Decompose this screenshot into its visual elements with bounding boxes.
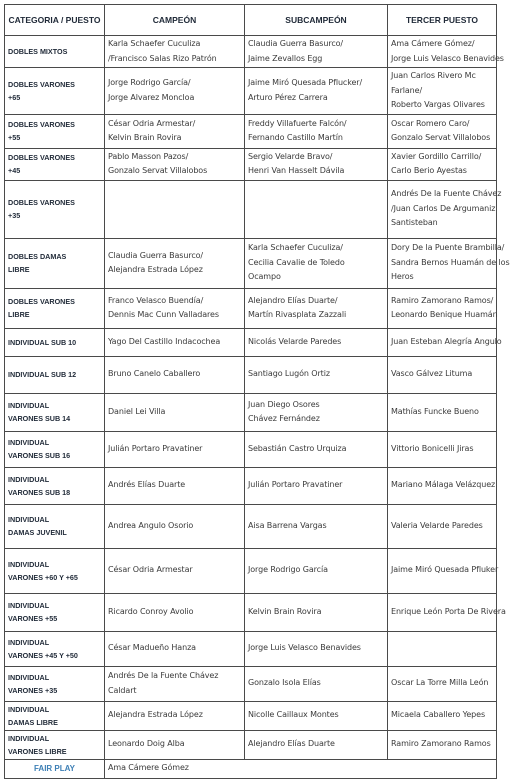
cell-line: VARONES +55 [8,614,58,623]
cell-line: INDIVIDUAL [8,733,50,743]
cell-line: Aisa Barrena Vargas [248,520,327,530]
category-cell [5,238,105,288]
cell-line: Franco Velasco Buendía/ [108,295,204,305]
cell-line: Xavier Gordillo Carrillo/ [391,151,482,161]
cell-line: Ramiro Zamorano Ramos [391,739,491,749]
cell-line: Pablo Masson Pazos/ [108,151,189,161]
category-cell [5,730,105,759]
cell-line: Andrés Elías Duarte [108,480,186,490]
cell-line: VARONES LIBRE [8,746,67,756]
cell-line: Chávez Fernández [248,414,320,423]
cell-line: Ricardo Conroy Avolio [108,606,194,616]
cell-line: Gonzalo Servat Villalobos [391,133,491,142]
header-row [5,5,497,36]
champion-cell [105,631,245,666]
cell-line: Carlo Berio Ayestas [391,166,467,175]
cell-line: Juan Esteban Alegría Angulo [391,336,502,346]
table-row [5,504,497,548]
cell-line: DOBLES VARONES [8,297,75,306]
cell-line: +55 [8,133,21,142]
third-cell [388,467,497,504]
cell-line: INDIVIDUAL [8,474,50,484]
cell-line: Micaela Caballero Yepes [391,710,486,720]
cell-line: Dennis Mac Cunn Valladares [108,310,219,319]
champion-cell [105,467,245,504]
cell-line: Ramiro Zamorano Ramos/ [391,295,494,305]
cell-line: +65 [8,92,21,102]
cell-line: Mathías Funcke Bueno [391,406,479,416]
table-row [5,593,497,631]
header-runner-up-label: SUBCAMPEÓN [285,15,347,25]
runner-up-cell [245,238,388,288]
cell-line: Farlane/ [391,85,423,95]
cell-line: Caldart [108,685,137,695]
header-champion-label: CAMPEÓN [152,15,197,25]
results-table [4,4,510,779]
category-cell [5,356,105,393]
table-row [5,68,497,115]
cell-line: VARONES SUB 14 [8,414,71,423]
champion-cell [105,730,245,759]
cell-line: Kelvin Brain Rovira [108,133,182,142]
cell-line: /Francisco Salas Rizo Patrón [108,53,217,63]
cell-line: INDIVIDUAL [8,401,50,410]
category-cell [5,593,105,631]
cell-line: Ocampo [248,272,281,282]
champion-cell [105,393,245,431]
cell-line: Alejandro Elías Duarte [248,739,335,749]
category-cell [5,288,105,328]
fair-play-label: FAIR PLAY [5,759,105,778]
cell-line: DOBLES DAMAS [8,252,67,261]
third-cell [388,114,497,148]
cell-line: César Odria Armestar [108,565,193,575]
cell-line: Claudia Guerra Basurco/ [108,250,204,260]
cell-line: VARONES +45 Y +50 [8,650,78,660]
cell-line: Kelvin Brain Rovira [248,606,322,616]
table-row [5,328,497,356]
cell-line: Martín Rivasplata Zazzali [248,310,347,319]
cell-line: Jaime Miró Quesada Pfluker [391,565,499,575]
cell-line: César Odria Armestar/ [108,118,196,128]
cell-line: Santiago Lugón Ortiz [248,369,330,379]
header-category-label: CATEGORIA / PUESTO [8,15,101,25]
cell-line: VARONES SUB 18 [8,487,71,497]
category-cell [5,467,105,504]
cell-line: Jorge Luis Velasco Benavides [391,53,504,63]
champion-cell [105,68,245,115]
cell-line: Henri Van Hasselt Dávila [248,166,345,175]
table-row [5,701,497,730]
category-cell [5,431,105,467]
champion-cell [105,328,245,356]
third-cell [388,504,497,548]
runner-up-cell [245,148,388,180]
cell-line: /Juan Carlos De Argumaniz [391,203,496,213]
champion-cell [105,180,245,238]
cell-line: VARONES SUB 16 [8,451,71,460]
cell-line: Yago Del Castillo Indacochea [108,336,221,346]
runner-up-cell [245,356,388,393]
third-cell [388,238,510,288]
runner-up-cell [245,393,388,431]
cell-line: Oscar La Torre Milla León [391,678,489,688]
third-cell [388,666,497,701]
category-cell [5,328,105,356]
table-row [5,36,497,68]
champion-cell [105,593,245,631]
table-row [5,730,497,759]
header-runner-up [245,5,388,36]
header-third [388,5,497,36]
runner-up-cell [245,730,388,759]
cell-line: DOBLES VARONES [8,120,75,129]
cell-line: Jorge Rodrigo García [248,565,328,575]
champion-cell [105,288,245,328]
cell-line: DAMAS JUVENIL [8,528,67,537]
champion-cell [105,36,245,68]
cell-line: Valeria Velarde Paredes [391,520,483,530]
third-cell [388,548,497,593]
cell-line: Alejandra Estrada López [108,265,203,274]
table-row [5,666,497,701]
cell-line: DOBLES VARONES [8,79,75,89]
cell-line: INDIVIDUAL [8,559,50,569]
cell-line: Vasco Gálvez Lituma [391,369,473,379]
cell-line: INDIVIDUAL SUB 12 [8,370,77,379]
cell-line: Sergio Velarde Bravo/ [248,151,333,161]
category-cell [5,148,105,180]
runner-up-cell [245,548,388,593]
fair-play-row [5,759,497,778]
runner-up-cell [245,180,388,238]
cell-line: DOBLES VARONES [8,198,75,207]
header-champion [105,5,245,36]
cell-line: Oscar Romero Caro/ [391,118,470,128]
runner-up-cell [245,631,388,666]
cell-line: Gonzalo Servat Villalobos [108,166,208,175]
cell-line: Leonardo Benique Huamán [391,310,498,319]
cell-line: INDIVIDUAL [8,601,50,610]
category-cell [5,701,105,730]
cell-line: Mariano Málaga Velázquez [391,480,496,490]
category-cell [5,180,105,238]
cell-line: César Madueño Hanza [108,643,196,653]
cell-line: Nicolás Velarde Paredes [248,336,342,346]
cell-line: Heros [391,272,414,282]
cell-line: INDIVIDUAL [8,672,50,682]
cell-line: DOBLES MIXTOS [8,47,68,56]
cell-line: Gonzalo Isola Elías [248,678,321,688]
third-cell [388,593,506,631]
runner-up-cell [245,467,388,504]
third-cell [388,393,497,431]
champion-cell [105,504,245,548]
cell-line: Sebastián Castro Urquiza [248,443,347,453]
cell-line: Bruno Canelo Caballero [108,369,201,379]
cell-line: DAMAS LIBRE [8,717,58,727]
third-cell [388,431,497,467]
category-cell [5,504,105,548]
cell-line: Jorge Alvarez Moncloa [108,92,195,102]
champion-cell [105,356,245,393]
cell-line: Jaime Zevallos Egg [248,53,323,63]
cell-line: Arturo Pérez Carrera [248,92,328,102]
cell-line: LIBRE [8,310,30,319]
cell-line: Ama Cámere Gómez/ [391,39,475,48]
champion-cell [105,148,245,180]
cell-line: Dory De la Puente Brambilla/ [391,243,505,253]
cell-line: Julián Portaro Pravatiner [108,443,203,453]
third-cell [388,701,497,730]
cell-line: Jorge Rodrigo García/ [108,78,191,88]
category-cell [5,393,105,431]
table-row [5,180,497,238]
champion-cell [105,548,245,593]
cell-line: Daniel Lei Villa [108,406,166,416]
cell-line: Andrés De la Fuente Chávez [391,189,502,199]
table-row [5,548,497,593]
runner-up-cell [245,431,388,467]
third-cell [388,631,497,666]
table-row [5,467,497,504]
table-row [5,148,497,180]
fair-play-name: Ama Cámere Gómez [105,759,497,778]
third-cell [388,68,497,115]
table-row [5,393,497,431]
cell-line: Santisteban [391,218,438,228]
cell-line: INDIVIDUAL [8,704,50,714]
table-row [5,238,497,288]
category-cell [5,631,105,666]
category-cell [5,548,105,593]
cell-line: +35 [8,211,21,220]
cell-line: Andrea Angulo Osorio [108,520,194,530]
category-cell [5,68,105,115]
cell-line: INDIVIDUAL [8,515,50,524]
cell-line: Vittorio Bonicelli Jiras [391,443,474,453]
table-row [5,631,497,666]
cell-line: LIBRE [8,265,30,274]
cell-line: Karla Schaefer Cuculiza [108,39,201,48]
results-body [5,36,510,760]
cell-line: Claudia Guerra Basurco/ [248,39,344,48]
cell-line: Jorge Luis Velasco Benavides [248,643,361,653]
table-row [5,356,497,393]
runner-up-cell [245,36,388,68]
champion-cell [105,114,245,148]
champion-cell [105,238,245,288]
champion-cell [105,431,245,467]
cell-line: Andrés De la Fuente Chávez [108,671,219,680]
cell-line: Alejandro Elías Duarte/ [248,295,338,305]
runner-up-cell [245,328,388,356]
runner-up-cell [245,593,388,631]
champion-cell [105,701,245,730]
category-cell [5,666,105,701]
cell-line: Jaime Miró Quesada Pflucker/ [248,78,363,88]
cell-line: Karla Schaefer Cuculiza/ [248,243,343,253]
cell-line: Nicolle Caillaux Montes [248,710,339,720]
cell-line: DOBLES VARONES [8,153,75,162]
runner-up-cell [245,701,388,730]
category-cell [5,36,105,68]
runner-up-cell [245,504,388,548]
runner-up-cell [245,68,388,115]
cell-line: Julián Portaro Pravatiner [248,480,343,490]
cell-line: Leonardo Doig Alba [108,739,185,749]
runner-up-cell [245,666,388,701]
cell-line: VARONES +35 [8,685,58,695]
third-cell [388,288,497,328]
table-row [5,431,497,467]
header-third-label: TERCER PUESTO [405,15,479,25]
cell-line: Freddy Villafuerte Falcón/ [248,118,347,128]
cell-line: Sandra Bernos Huamán de los [391,257,510,267]
third-cell [388,328,502,356]
third-cell [388,180,502,238]
cell-line: +45 [8,166,21,175]
cell-line: Juan Carlos Rivero Mc [391,71,476,80]
third-cell [388,356,497,393]
cell-line: INDIVIDUAL SUB 10 [8,337,77,347]
cell-line: INDIVIDUAL [8,438,50,447]
cell-line: Enrique León Porta De Rivera [391,606,506,616]
cell-line: Fernando Castillo Martín [248,133,343,142]
table-row [5,288,497,328]
third-cell [388,730,497,759]
cell-line: INDIVIDUAL [8,637,50,647]
category-cell [5,114,105,148]
runner-up-cell [245,288,388,328]
cell-line: Roberto Vargas Olivares [391,100,485,109]
header-category [5,5,105,36]
cell-line: VARONES +60 Y +65 [8,572,78,582]
cell-line: Alejandra Estrada López [108,710,203,720]
cell-line: Juan Diego Osores [248,399,320,409]
runner-up-cell [245,114,388,148]
table-row [5,114,497,148]
champion-cell [105,666,245,701]
cell-line: Cecilia Cavalie de Toledo [248,257,345,267]
third-cell [388,36,504,68]
third-cell [388,148,497,180]
